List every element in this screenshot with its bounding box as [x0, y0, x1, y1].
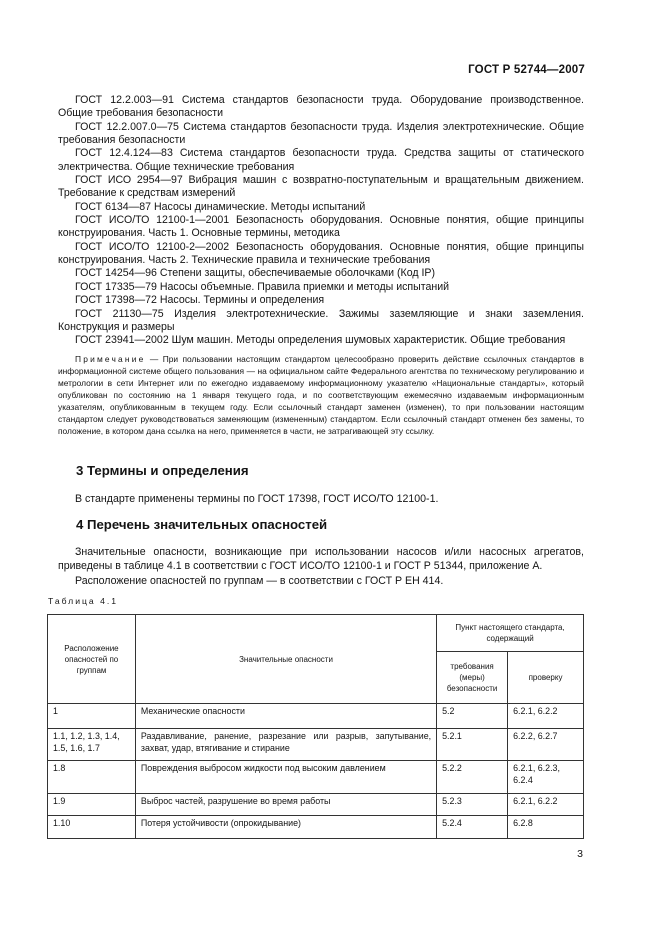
cell-group: 1.10	[48, 816, 136, 839]
section-4-heading: 4 Перечень значительных опасностей	[76, 517, 328, 532]
cell-requirements: 5.2.2	[437, 761, 508, 794]
page-number: 3	[577, 848, 583, 860]
cell-group: 1.1, 1.2, 1.3, 1.4, 1.5, 1.6, 1.7	[48, 729, 136, 761]
section-3-heading: 3 Термины и определения	[76, 463, 249, 478]
reference-item: ГОСТ ИСО 2954—97 Вибрация машин с возвратно-поступательным и вращательным движением. Требование к средствам измерений	[58, 174, 584, 200]
section-4-para-2: Расположение опасностей по группам — в соответствии с ГОСТ Р ЕН 414.	[75, 574, 444, 587]
cell-requirements: 5.2.3	[437, 794, 508, 816]
cell-requirements: 5.2.4	[437, 816, 508, 839]
header-hazards: Значительные опасности	[135, 615, 436, 704]
cell-check: 6.2.8	[508, 816, 584, 839]
reference-item: ГОСТ 12.2.007.0—75 Система стандартов безопасности труда. Изделия электротехнические. Общие требования безопасности	[58, 120, 584, 147]
section-4-para-1: Значительные опасности, возникающие при использовании насосов и/или насосных агрегатов, приведены в таблице 4.1 в соответствии с ГОСТ ИСО/ТО 12100-1 и ГОСТ Р 51344, приложение А.	[58, 546, 584, 573]
table-row	[48, 729, 584, 761]
header-group: Расположение опасностей по группам	[48, 615, 136, 704]
reference-item: ГОСТ ИСО/ТО 12100-2—2002 Безопасность оборудования. Основные понятия, общие принципы конструирования. Часть 2. Технические правила и технические требования	[58, 240, 584, 267]
note-text: — При пользовании настоящим стандартом целесообразно проверить действие ссылочных стандартов в информационной системе общего пользования — на официальном сайте Федерального агентства по техническому регулированию и метрологии в сети Интернет или по ежегодно издаваемому информационному указателю «Национальные стандарты», который опубликован по состоянию на 1 января текущего года, и по соответствующим ежемесячно издаваемым информационным указателям, опубликованным в текущем году. Если ссылочный стандарт заменен (изменен), то при пользовании настоящим стандартом следует руководствоваться заменяющим (измененным) стандартом. Если ссылочный стандарт отменен без замены, то положение, в котором дана ссылка на него, применяется в части, не затрагивающей эту ссылку.	[58, 354, 584, 437]
table-row	[48, 704, 584, 729]
cell-requirements: 5.2.1	[437, 729, 508, 761]
cell-group: 1	[48, 704, 136, 729]
cell-hazard: Повреждения выбросом жидкости под высоким давлением	[135, 761, 436, 794]
table-caption: Таблица 4.1	[48, 596, 119, 606]
header-clause: Пункт настоящего стандарта, содержащий	[437, 615, 584, 652]
cell-requirements: 5.2	[437, 704, 508, 729]
cell-check: 6.2.1, 6.2.3, 6.2.4	[508, 761, 584, 794]
table-row	[48, 816, 584, 839]
reference-item: ГОСТ 12.2.003—91 Система стандартов безопасности труда. Оборудование производственное. Общие требования безопасности	[58, 94, 584, 120]
reference-item: ГОСТ 14254—96 Степени защиты, обеспечиваемые оболочками (Код IP)	[75, 267, 436, 280]
cell-hazard: Раздавливание, ранение, разрезание или разрыв, запутывание, захват, удар, втягивание и стирание	[135, 729, 436, 761]
reference-item: ГОСТ 21130—75 Изделия электротехнические. Зажимы заземляющие и знаки заземления. Конструкция и размеры	[58, 307, 584, 333]
section-3-body	[58, 492, 584, 506]
cell-hazard: Потеря устойчивости (опрокидывание)	[135, 816, 436, 839]
table-row	[48, 794, 584, 816]
note-label: Примечание	[75, 354, 146, 364]
cell-hazard: Выброс частей, разрушение во время работы	[135, 794, 436, 816]
note-block	[58, 353, 584, 437]
reference-item: ГОСТ 12.4.124—83 Система стандартов безопасности труда. Средства защиты от статического электричества. Общие технические требования	[58, 147, 584, 173]
reference-item: ГОСТ 6134—87 Насосы динамические. Методы испытаний	[75, 200, 366, 213]
hazards-table	[47, 614, 584, 839]
cell-hazard: Механические опасности	[135, 704, 436, 729]
normative-references	[58, 94, 584, 348]
cell-group: 1.9	[48, 794, 136, 816]
cell-check: 6.2.2, 6.2.7	[508, 729, 584, 761]
reference-item: ГОСТ ИСО/ТО 12100-1—2001 Безопасность оборудования. Основные понятия, общие принципы конструирования. Часть 1. Основные термины, методика	[58, 214, 584, 240]
cell-check: 6.2.1, 6.2.2	[508, 794, 584, 816]
header-requirements: требования (меры) безопасности	[437, 652, 508, 704]
section-3-text: В стандарте применены термины по ГОСТ 17398, ГОСТ ИСО/ТО 12100-1.	[75, 493, 439, 505]
document-header: ГОСТ Р 52744—2007	[468, 64, 585, 76]
cell-check: 6.2.1, 6.2.2	[508, 704, 584, 729]
reference-item: ГОСТ 17398—72 Насосы. Термины и определения	[75, 294, 325, 307]
reference-item: ГОСТ 17335—79 Насосы объемные. Правила приемки и методы испытаний	[75, 280, 450, 293]
reference-item: ГОСТ 23941—2002 Шум машин. Методы определения шумовых характеристик. Общие требования	[75, 334, 566, 347]
cell-group: 1.8	[48, 761, 136, 794]
header-check: проверку	[508, 652, 584, 704]
table-row	[48, 761, 584, 794]
section-4-body	[58, 545, 584, 588]
